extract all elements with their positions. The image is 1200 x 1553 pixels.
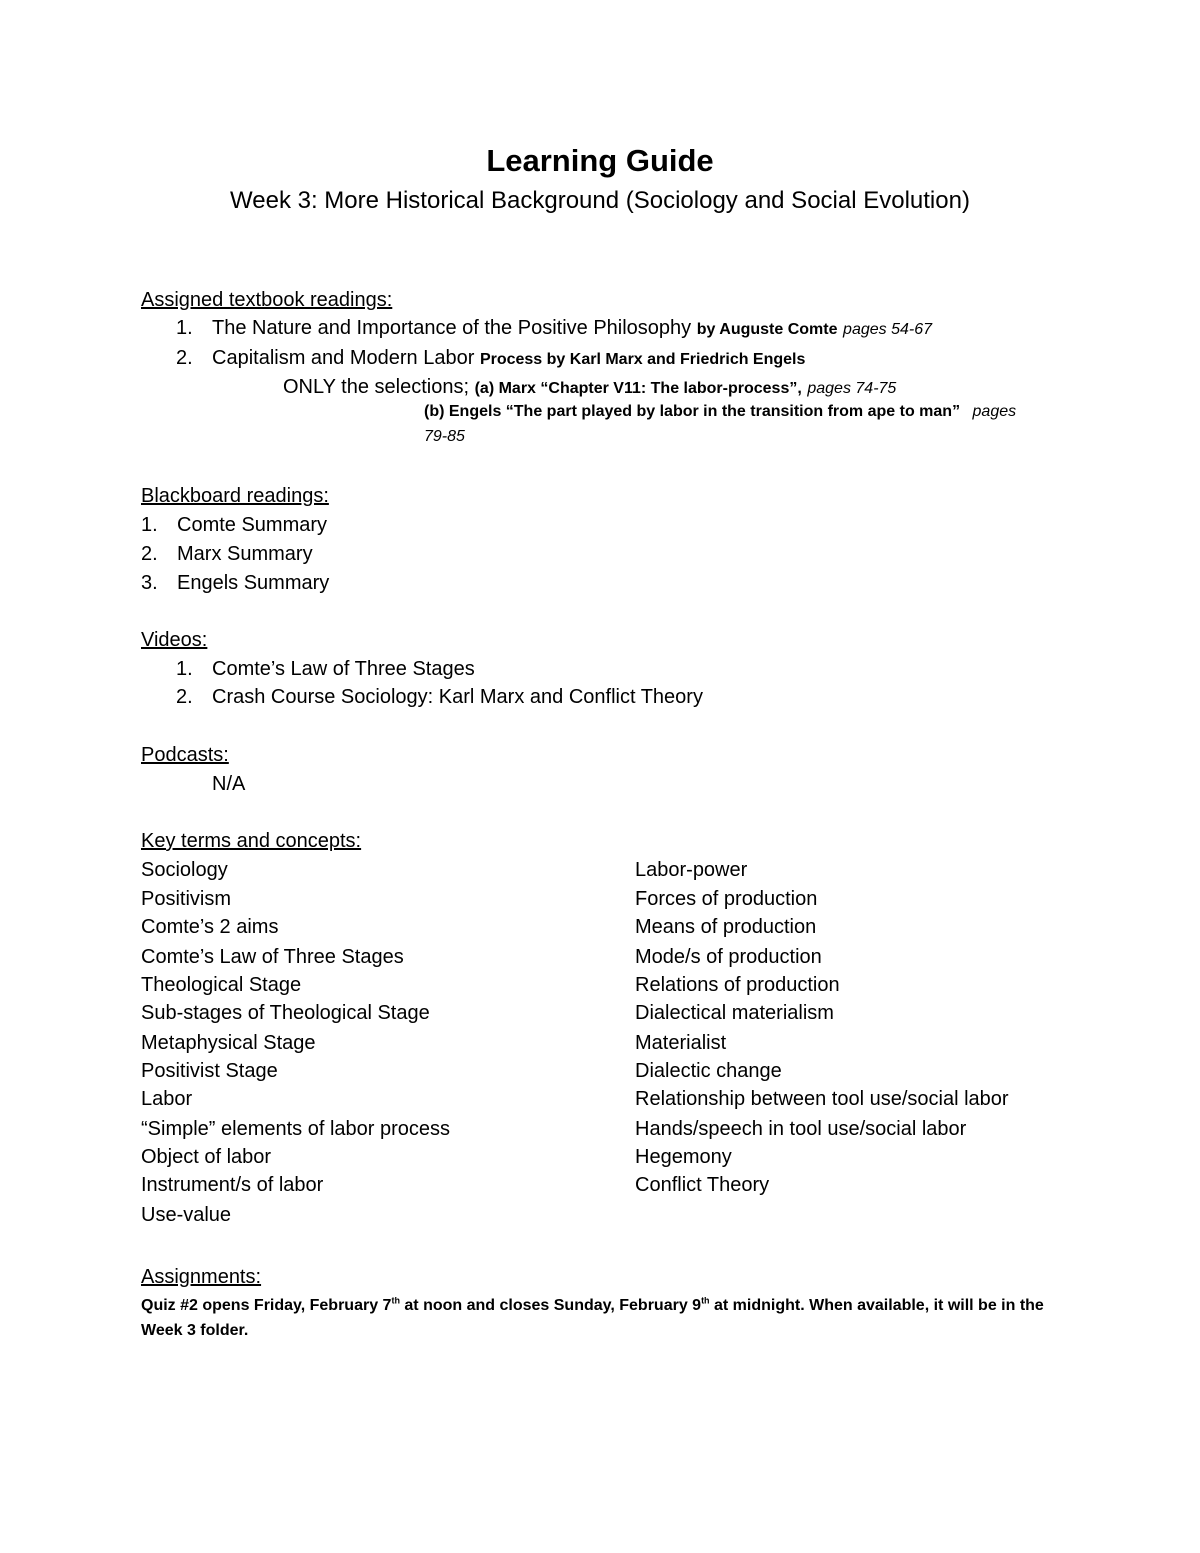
- key-term-right: Means of production: [635, 916, 817, 938]
- video-item-label: Crash Course Sociology: Karl Marx and Conflict Theory: [212, 686, 703, 708]
- key-term-left: Labor: [141, 1088, 193, 1110]
- videos-heading: Videos:: [141, 629, 208, 651]
- list-number: 3.: [141, 572, 158, 594]
- key-term-right: Relations of production: [635, 974, 840, 996]
- page-subtitle: Week 3: More Historical Background (Sociology and Social Evolution): [230, 187, 970, 214]
- video-item-2[interactable]: [176, 686, 703, 709]
- selection-b-line: [424, 403, 1016, 421]
- blackboard-item-label: Engels Summary: [177, 572, 330, 594]
- key-term-right: Dialectical materialism: [635, 1002, 834, 1024]
- key-term-left: Comte’s 2 aims: [141, 916, 279, 938]
- assignments-heading: Assignments:: [141, 1266, 262, 1288]
- key-term-left: Metaphysical Stage: [141, 1032, 316, 1054]
- reading-pages: pages 54-67: [843, 321, 933, 338]
- list-number: 1.: [176, 658, 193, 680]
- list-number: 2.: [176, 686, 193, 708]
- key-term-left: Sub-stages of Theological Stage: [141, 1002, 430, 1024]
- key-term-left: Positivism: [141, 888, 232, 910]
- key-term-right: Hegemony: [635, 1146, 732, 1168]
- key-term-right: Dialectic change: [635, 1060, 782, 1082]
- reading-title: Capitalism and Modern Labor: [212, 347, 475, 369]
- selection-b-pages: pages: [972, 403, 1017, 420]
- reading-title: The Nature and Importance of the Positive Philosophy: [212, 317, 692, 339]
- key-term-left: Positivist Stage: [141, 1060, 278, 1082]
- key-term-right: Forces of production: [635, 888, 818, 910]
- reading-author: Process by Karl Marx and Friedrich Engels: [479, 351, 806, 368]
- key-terms-heading: Key terms and concepts:: [141, 830, 362, 852]
- selection-a: (a) Marx “Chapter V11: The labor-process”,: [474, 380, 802, 397]
- page-title: Learning Guide: [486, 143, 714, 178]
- blackboard-item-label: Comte Summary: [177, 514, 328, 536]
- key-term-left: Instrument/s of labor: [141, 1174, 324, 1196]
- key-term-left: Comte’s Law of Three Stages: [141, 946, 404, 968]
- list-number: 1.: [176, 317, 193, 339]
- assignment-text-part: at noon and closes Sunday, February 9: [399, 1297, 702, 1314]
- textbook-item-1: [176, 317, 932, 340]
- list-number: 2.: [141, 543, 158, 565]
- reading-author: by Auguste Comte: [696, 321, 838, 338]
- ordinal-suffix: th: [701, 1295, 710, 1306]
- selection-b-pages-range: 79-85: [424, 428, 465, 445]
- ordinal-suffix: th: [391, 1295, 400, 1306]
- blackboard-item-1[interactable]: [141, 514, 327, 537]
- blackboard-item-2[interactable]: [141, 543, 313, 566]
- podcasts-heading: Podcasts:: [141, 744, 229, 766]
- selection-a-pages: pages 74-75: [807, 380, 897, 397]
- key-term-right: Hands/speech in tool use/social labor: [635, 1118, 967, 1140]
- key-term-left: Use-value: [141, 1204, 232, 1226]
- assignment-text: [141, 1293, 1071, 1343]
- podcasts-value: N/A: [212, 773, 246, 795]
- blackboard-heading: Blackboard readings:: [141, 485, 329, 507]
- key-term-right: Materialist: [635, 1032, 727, 1054]
- blackboard-item-3[interactable]: [141, 572, 329, 595]
- selections-line-a: [283, 376, 896, 399]
- selection-b: (b) Engels “The part played by labor in the transition from ape to man”: [424, 403, 961, 420]
- textbook-heading: Assigned textbook readings:: [141, 289, 393, 311]
- key-term-right: Relationship between tool use/social labor: [635, 1088, 1009, 1110]
- list-number: 1.: [141, 514, 158, 536]
- key-term-left: Object of labor: [141, 1146, 272, 1168]
- video-item-label: Comte’s Law of Three Stages: [212, 658, 475, 680]
- selections-label: ONLY the selections;: [283, 376, 470, 398]
- blackboard-item-label: Marx Summary: [177, 543, 313, 565]
- key-term-left: Sociology: [141, 859, 228, 881]
- key-term-right: Conflict Theory: [635, 1174, 770, 1196]
- key-term-right: Labor-power: [635, 859, 748, 881]
- assignment-text-part: at midnight. When available, it will be in the Week 3 folder.: [141, 1297, 1044, 1339]
- assignment-text-part: Quiz #2 opens Friday, February 7: [141, 1297, 392, 1314]
- key-term-left: “Simple” elements of labor process: [141, 1118, 451, 1140]
- key-term-right: Mode/s of production: [635, 946, 822, 968]
- video-item-1[interactable]: [176, 658, 475, 681]
- list-number: 2.: [176, 347, 193, 369]
- textbook-item-2: [176, 347, 805, 370]
- key-term-left: Theological Stage: [141, 974, 302, 996]
